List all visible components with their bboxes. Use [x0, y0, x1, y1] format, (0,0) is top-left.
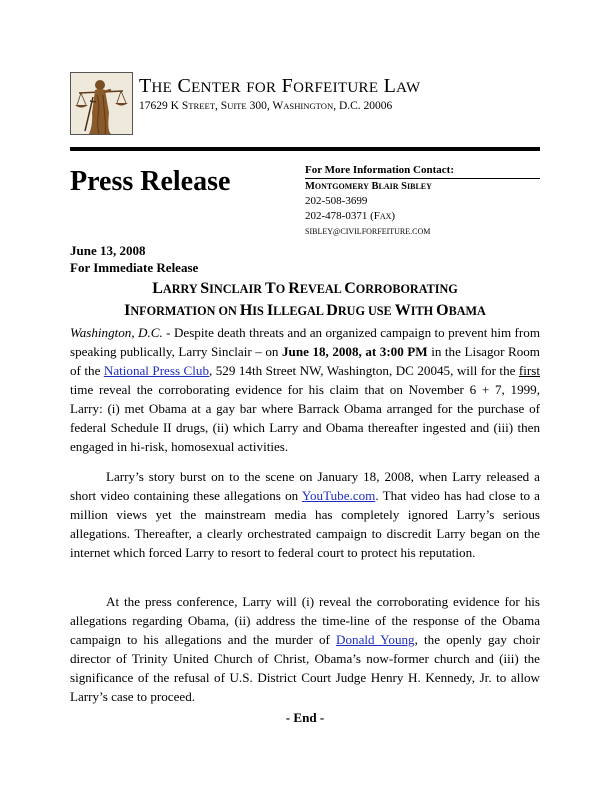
- headline-smallcaps: ORROBORATING: [355, 282, 458, 296]
- contact-name-part: S: [401, 181, 407, 192]
- headline-capital: S: [200, 280, 210, 297]
- paragraph-1: [70, 323, 540, 456]
- headline-line-2: [70, 300, 540, 322]
- fax-part: 202-478-0371 (F: [305, 210, 380, 222]
- paragraph-text: Larry’s story burst on to the scene on January 18, 2008, when Larry released a short video containing these allegations on: [70, 469, 540, 503]
- org-name-letter: T: [139, 75, 152, 97]
- headline-smallcaps: IS: [252, 304, 267, 318]
- paragraph-3: [70, 592, 540, 706]
- contact-email[interactable]: SIBLEY@CIVILFORFEITURE.COM: [305, 227, 431, 236]
- contact-name-part: M: [305, 181, 315, 192]
- headline-capital: W: [394, 302, 411, 319]
- contact-fax: [305, 209, 540, 224]
- headline-capital: R: [288, 280, 300, 297]
- fax-part: AX: [379, 212, 392, 221]
- headline-capital: O: [436, 302, 449, 319]
- release-date-block: [70, 242, 198, 276]
- headline-smallcaps: INCLAIR: [209, 282, 266, 296]
- paragraph-2: [70, 467, 540, 562]
- contact-name-part: LAIR: [378, 182, 399, 191]
- paragraph-text: At the press conference, Larry will (i) reveal the corroborating evidence for his allegations regarding Obama, (ii) address the time-line of the response of the Obama campaign to his allegations and the murder of: [70, 594, 540, 647]
- release-note: For Immediate Release: [70, 260, 199, 275]
- org-name-letter: C: [177, 75, 192, 97]
- org-name-letter: L: [383, 75, 397, 97]
- fax-part: ): [391, 210, 396, 222]
- headline-line-1: [70, 278, 540, 300]
- org-name-part: ENTER: [191, 80, 241, 96]
- headline-smallcaps: RUG USE: [337, 304, 395, 318]
- headline-smallcaps: NFORMATION ON: [130, 304, 240, 318]
- org-name-part: ORFEITURE: [293, 80, 379, 96]
- contact-name-part: B: [371, 181, 379, 192]
- dateline: Washington, D.C.: [70, 325, 163, 340]
- org-name-part: FOR: [246, 80, 277, 96]
- donald-young-link[interactable]: Donald Young: [336, 632, 415, 647]
- paragraph-text: . That video has had close to a million views yet the mainstream media has completely ignored Larry’s serious allegations. Thereafter, a clearly orchestrated campaign to discredit Larry began on the internet which forced Larry to resort to federal court to protect his reputation.: [70, 488, 540, 560]
- contact-block: [305, 163, 540, 239]
- headline-smallcaps: BAMA: [448, 304, 486, 318]
- address-part: 300,: [249, 100, 270, 112]
- headline-capital: H: [239, 302, 253, 319]
- headline: [70, 278, 540, 322]
- headline-smallcaps: ARRY: [162, 282, 201, 296]
- contact-name: [305, 179, 540, 194]
- lady-justice-statue-icon: [71, 73, 132, 134]
- address-part: , D.C. 20006: [333, 100, 393, 112]
- headline-smallcaps: O: [275, 282, 289, 296]
- headline-capital: D: [326, 302, 338, 319]
- event-datetime: June 18, 2008, at 3:00 PM: [281, 344, 428, 359]
- underlined-first: first: [518, 363, 540, 378]
- national-press-club-link[interactable]: National Press Club: [103, 363, 209, 378]
- address-part: TREET: [188, 101, 215, 111]
- paragraph-text: time reveal the corroborating evidence for his claim that on November 6 + 7, 1999, Larry: (i) met Obama at a gay bar where Barrack Obama arranged for the purchase of federal Schedule II drugs, (ii) which Larry and Obama thereafter ingested and (iii) then engaged in hi-risk, homosexual activities.: [70, 382, 540, 454]
- contact-phone: 202-508-3699: [305, 195, 368, 207]
- paragraph-text: in the Lisagor Room of the: [70, 344, 540, 378]
- contact-name-part: ONTGOMERY: [314, 182, 369, 191]
- paragraph-text: , 529 14th Street NW, Washington, DC 20045, will for the: [209, 363, 519, 378]
- headline-smallcaps: EVEAL: [299, 282, 345, 296]
- release-date: June 13, 2008: [70, 243, 146, 258]
- organization-name: [139, 75, 421, 98]
- contact-name-part: IBLEY: [407, 182, 432, 191]
- address-part: W: [272, 100, 284, 112]
- organization-address: 17629 K STREET, SUITE 300, WASHINGTON, D.C. 20006: [139, 100, 393, 112]
- header-divider: [70, 147, 540, 151]
- headline-capital: I: [266, 302, 274, 319]
- end-marker: - End -: [285, 710, 325, 725]
- org-name-letter: F: [281, 75, 294, 97]
- headline-smallcaps: ITH: [410, 304, 437, 318]
- org-name-part: AW: [396, 80, 421, 96]
- address-part: 17629 K: [139, 100, 179, 112]
- headline-capital: C: [344, 280, 356, 297]
- org-logo: [70, 72, 133, 135]
- headline-smallcaps: LLEGAL: [273, 304, 327, 318]
- headline-capital: I: [124, 302, 131, 319]
- paragraph-text: - Despite death threats and an organized campaign to prevent him from speaking publically, Larry Sinclair – on: [70, 325, 541, 359]
- contact-heading: For More Information Contact:: [305, 163, 540, 179]
- headline-capital: T: [265, 280, 276, 297]
- org-name-part: HE: [151, 80, 173, 96]
- address-part: ASHINGTON: [283, 101, 334, 111]
- youtube-link[interactable]: YouTube.com: [301, 488, 376, 503]
- headline-capital: L: [152, 280, 163, 297]
- page-title: Press Release: [70, 166, 231, 197]
- address-part: UITE: [227, 101, 247, 111]
- paragraph-text: , the openly gay choir director of Trinity United Church of Christ, Obama’s now-former church and (iii) the significance of the refusal of U.S. District Court Judge Henry H. Kennedy, Jr. to allow Larry’s case to proceed.: [70, 632, 540, 704]
